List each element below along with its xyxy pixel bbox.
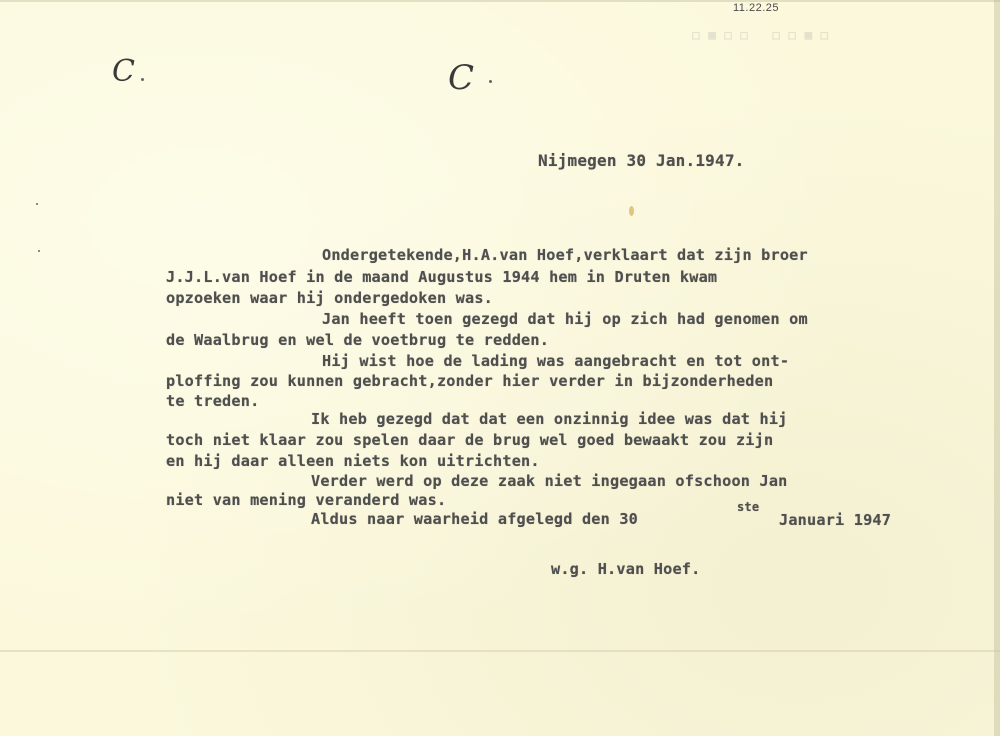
body-line: Ondergetekende,H.A.van Hoef,verklaart dat zijn broer xyxy=(322,246,808,264)
date-superscript: ste xyxy=(737,500,760,514)
place-date: Nijmegen 30 Jan.1947. xyxy=(538,151,745,170)
signature: w.g. H.van Hoef. xyxy=(551,560,701,578)
paper-fold xyxy=(0,650,1000,652)
date-month-year: Januari 1947 xyxy=(779,511,892,529)
body-line: niet van mening veranderd was. xyxy=(166,491,447,509)
archive-number: 11.22.25 xyxy=(733,2,780,14)
body-line: ploffing zou kunnen gebracht,zonder hier verder in bijzonderheden xyxy=(166,372,774,390)
ink-stain xyxy=(629,206,634,216)
body-line: te treden. xyxy=(166,392,260,410)
page-edge-right xyxy=(994,0,1000,736)
body-line: en hij daar alleen niets kon uitrichten. xyxy=(166,452,540,470)
body-line: Verder werd op deze zaak niet ingegaan ofschoon Jan xyxy=(311,472,788,490)
body-line: Jan heeft toen gezegd dat hij op zich had genomen om xyxy=(322,310,808,328)
body-line: Ik heb gezegd dat dat een onzinnig idee was dat hij xyxy=(311,410,788,428)
faint-stamp-bleedthrough: ▫▪▫▫ ▫▫▪▫ xyxy=(690,22,835,46)
body-line: toch niet klaar zou spelen daar de brug wel goed bewaakt zou zijn xyxy=(166,431,774,449)
body-line: Aldus naar waarheid afgelegd den 30 xyxy=(311,510,639,528)
handwritten-mark-center: C xyxy=(448,58,475,98)
body-line: opzoeken waar hij ondergedoken was. xyxy=(166,289,494,307)
body-line: J.J.L.van Hoef in de maand Augustus 1944 hem in Druten kwam xyxy=(166,268,718,286)
handwritten-mark-left: C xyxy=(112,54,135,89)
mark-dot-center xyxy=(489,80,492,83)
mark-dot-left xyxy=(141,78,144,81)
page-edge-top xyxy=(0,0,1000,2)
margin-speck xyxy=(38,250,40,252)
body-line: de Waalbrug en wel de voetbrug te redden. xyxy=(166,331,550,349)
body-line: Hij wist hoe de lading was aangebracht en tot ont- xyxy=(322,352,790,370)
